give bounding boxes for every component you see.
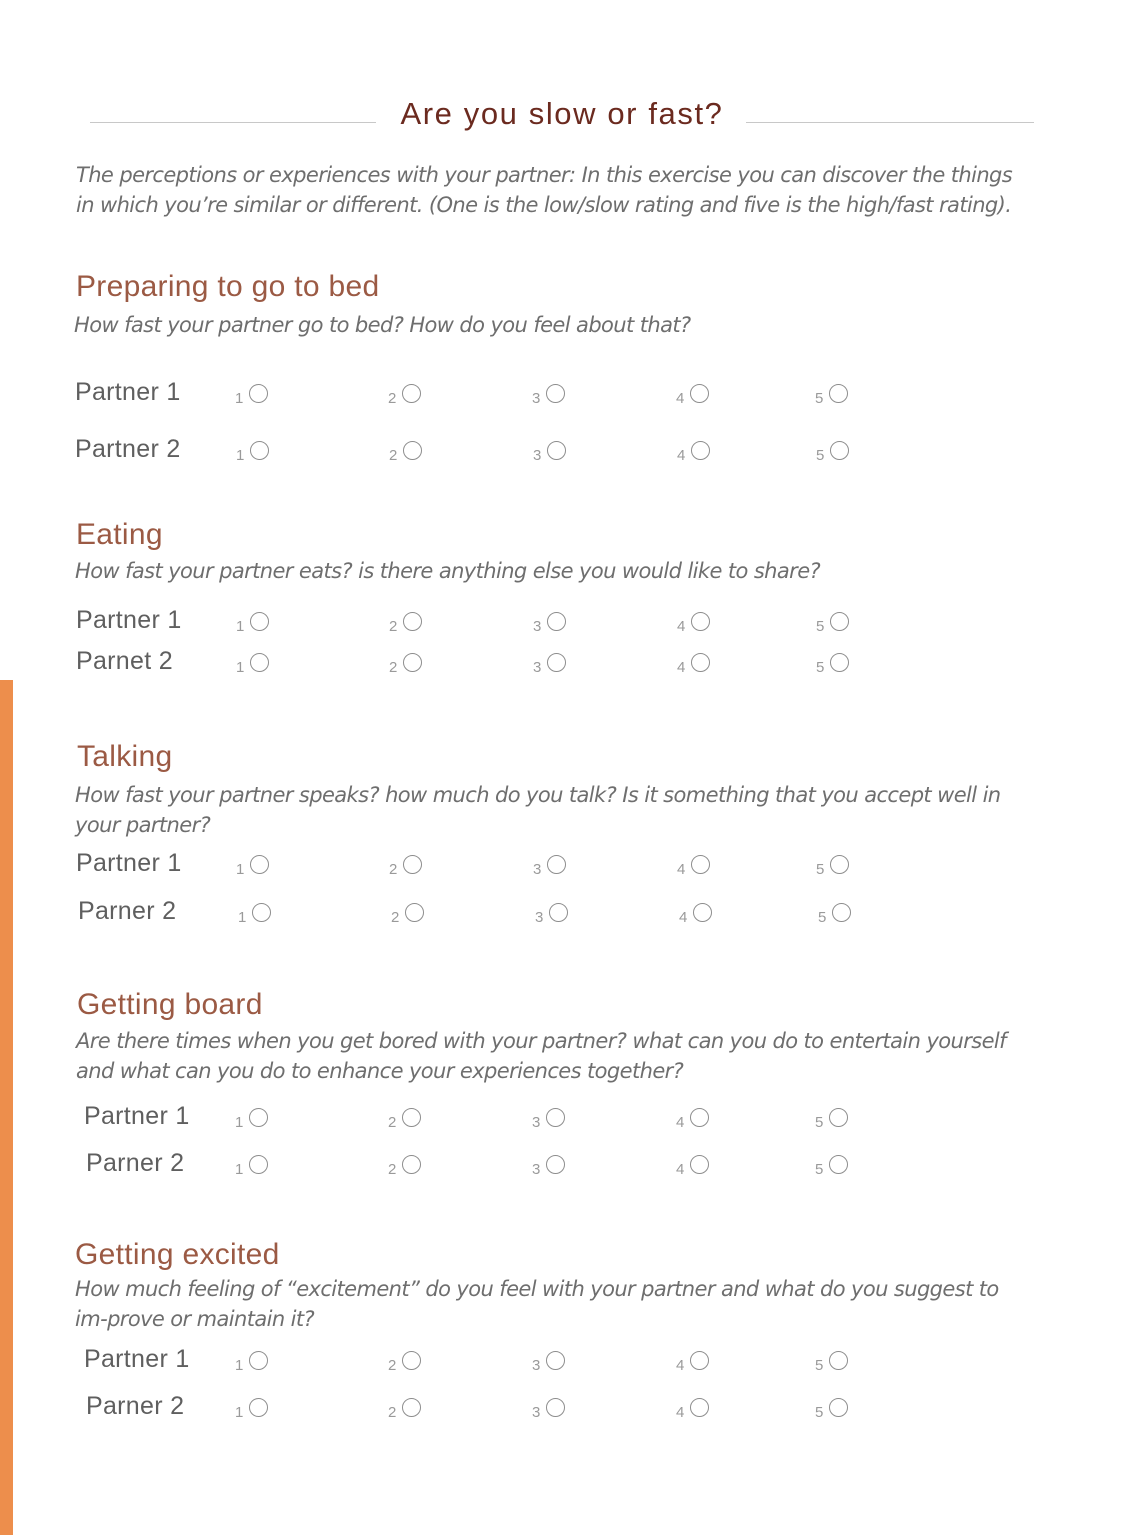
rating-number: 5: [815, 390, 824, 407]
rating-radio-4[interactable]: [693, 903, 712, 922]
rating-number: 3: [533, 659, 542, 676]
section-title: Getting board: [77, 988, 263, 1021]
rating-radio-5[interactable]: [829, 1108, 848, 1127]
rating-radio-4[interactable]: [691, 855, 710, 874]
partner-label: Partner 1: [84, 1102, 190, 1130]
rating-number: 3: [533, 861, 542, 878]
rating-number: 1: [236, 659, 245, 676]
section-title: Getting excited: [75, 1238, 280, 1271]
rating-number: 1: [235, 1357, 244, 1374]
rating-number: 5: [816, 861, 825, 878]
rating-number: 3: [532, 1404, 541, 1421]
rating-radio-3[interactable]: [546, 384, 565, 403]
title-divider-right: [746, 122, 1034, 123]
rating-number: 5: [815, 1404, 824, 1421]
rating-radio-1[interactable]: [249, 1398, 268, 1417]
rating-radio-5[interactable]: [829, 1398, 848, 1417]
rating-radio-1[interactable]: [249, 1155, 268, 1174]
rating-number: 5: [816, 659, 825, 676]
rating-number: 5: [815, 1161, 824, 1178]
rating-number: 2: [389, 447, 398, 464]
rating-number: 3: [532, 1161, 541, 1178]
partner-label: Partner 1: [76, 606, 182, 634]
section-description: How fast your partner go to bed? How do you feel about that?: [74, 313, 691, 337]
rating-row-partner-1: [0, 1102, 1122, 1138]
rating-radio-3[interactable]: [546, 1398, 565, 1417]
rating-radio-4[interactable]: [690, 384, 709, 403]
rating-radio-1[interactable]: [250, 612, 269, 631]
rating-number: 4: [676, 1357, 685, 1374]
rating-number: 2: [388, 390, 397, 407]
rating-number: 5: [815, 1114, 824, 1131]
rating-number: 1: [236, 861, 245, 878]
rating-number: 4: [676, 390, 685, 407]
rating-number: 4: [676, 1404, 685, 1421]
section-title: Talking: [77, 740, 173, 773]
section-description: Are there times when you get bored with your partner? what can you do to entertain yourself and what can you do to enhance your experiences together?: [76, 1029, 1006, 1083]
rating-number: 1: [235, 1404, 244, 1421]
partner-label: Parner 2: [86, 1149, 185, 1177]
rating-number: 2: [389, 861, 398, 878]
rating-radio-4[interactable]: [690, 1351, 709, 1370]
rating-number: 3: [533, 447, 542, 464]
rating-radio-5[interactable]: [832, 903, 851, 922]
title-divider-left: [90, 122, 376, 123]
rating-radio-5[interactable]: [829, 384, 848, 403]
rating-radio-1[interactable]: [252, 903, 271, 922]
rating-row-partner-1: [0, 606, 1122, 642]
rating-number: 4: [677, 861, 686, 878]
section-description: How fast your partner eats? is there anything else you would like to share?: [75, 559, 821, 583]
rating-radio-2[interactable]: [402, 1398, 421, 1417]
rating-radio-5[interactable]: [830, 653, 849, 672]
partner-label: Partner 1: [75, 378, 181, 406]
rating-radio-1[interactable]: [249, 384, 268, 403]
partner-label: Partner 2: [75, 435, 181, 463]
rating-number: 5: [818, 909, 827, 926]
rating-number: 1: [235, 390, 244, 407]
rating-number: 5: [815, 1357, 824, 1374]
intro-text: The perceptions or experiences with your partner: In this exercise you can discover the things in which you’re similar or different. (One is the low/slow rating and five is the high/fast rating).: [76, 163, 1013, 217]
rating-radio-4[interactable]: [691, 653, 710, 672]
rating-row-partner-2: [0, 1149, 1122, 1185]
rating-number: 4: [679, 909, 688, 926]
rating-radio-5[interactable]: [830, 612, 849, 631]
section-description: How much feeling of “excitement” do you feel with your partner and what do you suggest to im-prove or maintain it?: [75, 1277, 999, 1331]
section-description: How fast your partner speaks? how much do you talk? Is it something that you accept well in your partner?: [75, 783, 1001, 837]
rating-number: 4: [677, 618, 686, 635]
partner-label: Parnet 2: [76, 647, 173, 675]
rating-number: 4: [677, 659, 686, 676]
rating-row-partner-2: [0, 897, 1122, 933]
rating-radio-3[interactable]: [547, 612, 566, 631]
rating-number: 2: [391, 909, 400, 926]
partner-label: Partner 1: [84, 1345, 190, 1373]
rating-radio-2[interactable]: [402, 1108, 421, 1127]
rating-row-partner-2: [0, 1392, 1122, 1428]
rating-number: 1: [238, 909, 247, 926]
rating-radio-3[interactable]: [546, 1155, 565, 1174]
rating-radio-1[interactable]: [250, 441, 269, 460]
rating-number: 3: [532, 1114, 541, 1131]
rating-radio-2[interactable]: [403, 855, 422, 874]
rating-number: 2: [388, 1404, 397, 1421]
rating-radio-3[interactable]: [546, 1351, 565, 1370]
rating-radio-5[interactable]: [829, 1155, 848, 1174]
rating-row-partner-1: [0, 849, 1122, 885]
rating-number: 1: [236, 618, 245, 635]
rating-number: 1: [236, 447, 245, 464]
partner-label: Parner 2: [86, 1392, 185, 1420]
rating-number: 1: [235, 1114, 244, 1131]
rating-radio-3[interactable]: [547, 441, 566, 460]
rating-radio-1[interactable]: [249, 1351, 268, 1370]
rating-radio-3[interactable]: [549, 903, 568, 922]
rating-radio-2[interactable]: [405, 903, 424, 922]
rating-radio-4[interactable]: [690, 1398, 709, 1417]
rating-number: 2: [389, 659, 398, 676]
rating-number: 1: [235, 1161, 244, 1178]
rating-row-partner-1: [0, 378, 1122, 414]
rating-number: 4: [676, 1114, 685, 1131]
rating-radio-3[interactable]: [546, 1108, 565, 1127]
rating-radio-2[interactable]: [403, 441, 422, 460]
rating-number: 5: [816, 447, 825, 464]
rating-number: 3: [535, 909, 544, 926]
page-title: Are you slow or fast?: [400, 96, 724, 131]
title-row: [90, 96, 1034, 140]
rating-radio-2[interactable]: [402, 1351, 421, 1370]
rating-number: 2: [388, 1114, 397, 1131]
rating-radio-1[interactable]: [249, 1108, 268, 1127]
rating-radio-1[interactable]: [250, 855, 269, 874]
rating-number: 4: [676, 1161, 685, 1178]
rating-radio-3[interactable]: [547, 855, 566, 874]
rating-radio-2[interactable]: [403, 653, 422, 672]
rating-number: 2: [388, 1357, 397, 1374]
rating-radio-1[interactable]: [250, 653, 269, 672]
rating-number: 3: [532, 1357, 541, 1374]
partner-label: Partner 1: [76, 849, 182, 877]
rating-number: 3: [533, 618, 542, 635]
rating-radio-4[interactable]: [691, 441, 710, 460]
rating-radio-5[interactable]: [830, 855, 849, 874]
rating-number: 4: [677, 447, 686, 464]
rating-row-partner-2: [0, 647, 1122, 683]
rating-number: 3: [532, 390, 541, 407]
rating-radio-4[interactable]: [690, 1155, 709, 1174]
rating-row-partner-1: [0, 1345, 1122, 1381]
rating-number: 2: [389, 618, 398, 635]
rating-number: 2: [388, 1161, 397, 1178]
partner-label: Parner 2: [78, 897, 177, 925]
rating-radio-4[interactable]: [691, 612, 710, 631]
rating-row-partner-2: [0, 435, 1122, 471]
rating-radio-5[interactable]: [830, 441, 849, 460]
section-title: Preparing to go to bed: [76, 270, 380, 303]
rating-radio-4[interactable]: [690, 1108, 709, 1127]
rating-radio-3[interactable]: [547, 653, 566, 672]
rating-number: 5: [816, 618, 825, 635]
rating-radio-2[interactable]: [402, 1155, 421, 1174]
rating-radio-2[interactable]: [403, 612, 422, 631]
rating-radio-2[interactable]: [402, 384, 421, 403]
rating-radio-5[interactable]: [829, 1351, 848, 1370]
section-title: Eating: [76, 518, 163, 551]
